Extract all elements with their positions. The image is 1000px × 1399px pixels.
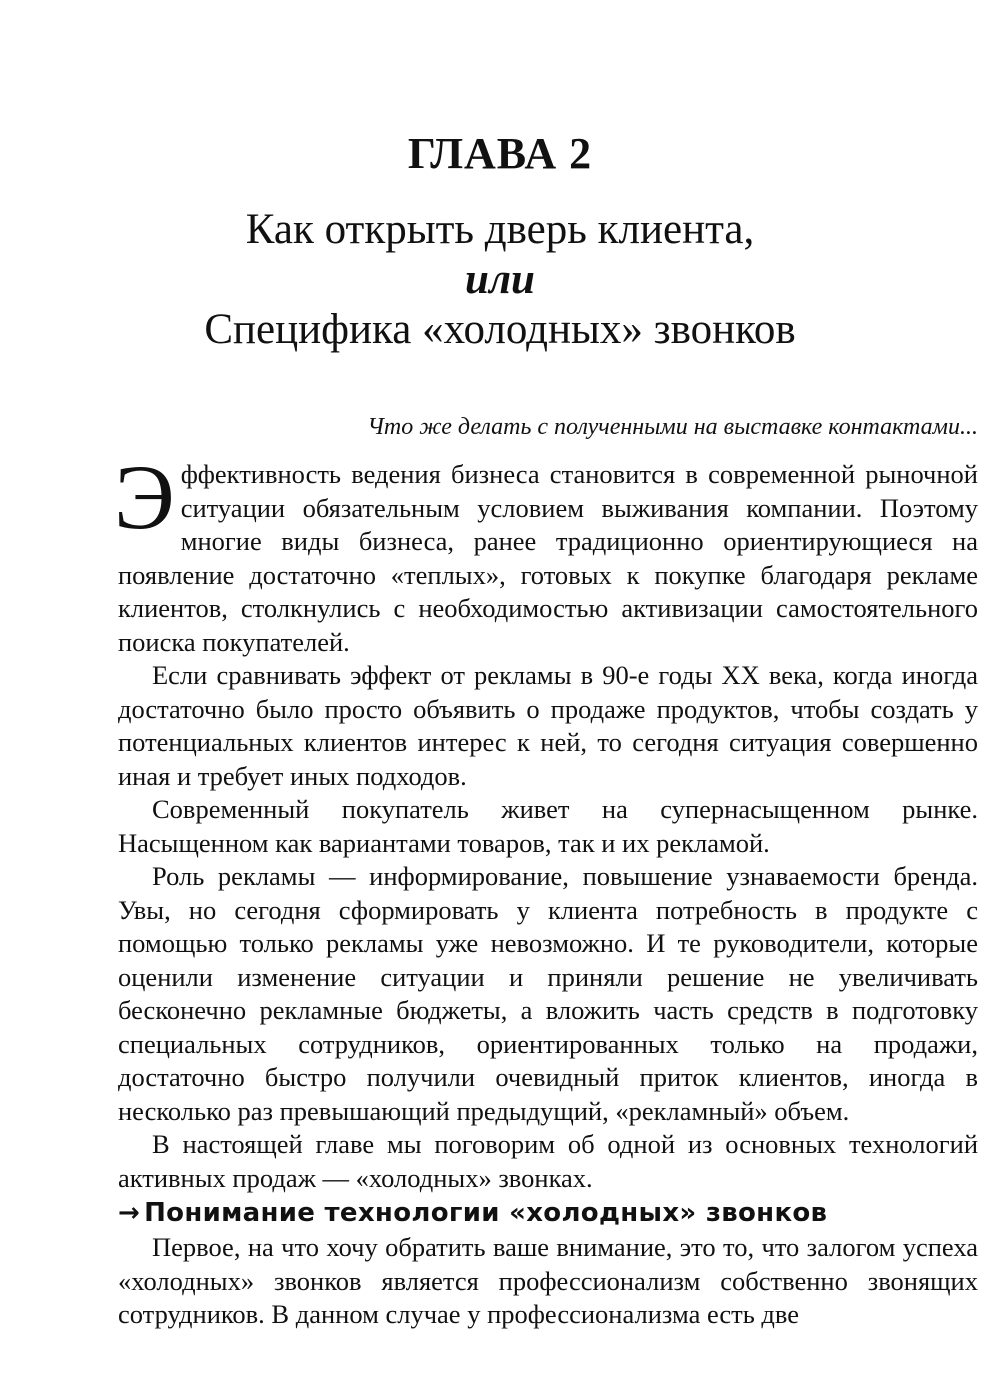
section-heading [118,1195,978,1231]
paragraph-3: Современный покупатель живет на супернасыщенном рынке. Насыщенном как вариантами товаров, так и их рекламой. [118,794,978,858]
drop-cap: Э [114,446,175,548]
arrow-right-icon: → [118,1198,141,1228]
chapter-title-line-2: Специфика «холодных» звонков [204,306,796,353]
body-text [114,446,978,1332]
section-heading-text: Понимание технологии «холодных» звонков [144,1198,828,1228]
paragraph-2: Если сравнивать эффект от рекламы в 90-е годы XX века, когда иногда достаточно было просто объявить о продаже продуктов, чтобы создать у потенциальных клиентов интерес к ней, то сегодня ситуация совершенно иная и требует иных подходов. [118,660,978,791]
paragraph-6: Первое, на что хочу обратить ваше внимание, это то, что залогом успеха «холодных» звонков является профессионализм собственно звонящих сотрудников. В данном случае у профессионализма есть две [118,1232,978,1329]
chapter-title [0,205,1000,355]
paragraph-1 [114,446,978,659]
chapter-title-line-1: Как открыть дверь клиента, [245,206,755,253]
chapter-label: ГЛАВА 2 [407,129,593,178]
paragraph-4: Роль рекламы — информирование, повышение узнаваемости бренда. Увы, но сегодня сформировать у клиента потребность в продукте с помощью только рекламы уже невозможно. И те руководители, которые оценили изменение ситуации и приняли решение не увеличивать бесконечно рекламные бюджеты, а вложить часть средств в подготовку специальных сотрудников, ориентированных только на продажи, достаточно быстро получили очевидный приток клиентов, иногда в несколько раз превышающий предыдущий, «рекламный» объем. [118,861,978,1126]
epigraph: Что же делать с полученными на выставке контактами... [367,414,978,440]
paragraph-1-text: ффективность ведения бизнеса становится в современной рыночной ситуации обязательным условием выживания компании. Поэтому многие виды бизнеса, ранее традиционно ориентирующиеся на появление достаточно «теплых», готовых к покупке благодаря рекламе клиентов, столкнулись с необходимостью активизации самостоятельного поиска покупателей. [118,459,978,657]
paragraph-5: В настоящей главе мы поговорим об одной из основных технологий активных продаж — «холодных» звонках. [118,1129,978,1193]
chapter-title-or: или [465,256,535,303]
